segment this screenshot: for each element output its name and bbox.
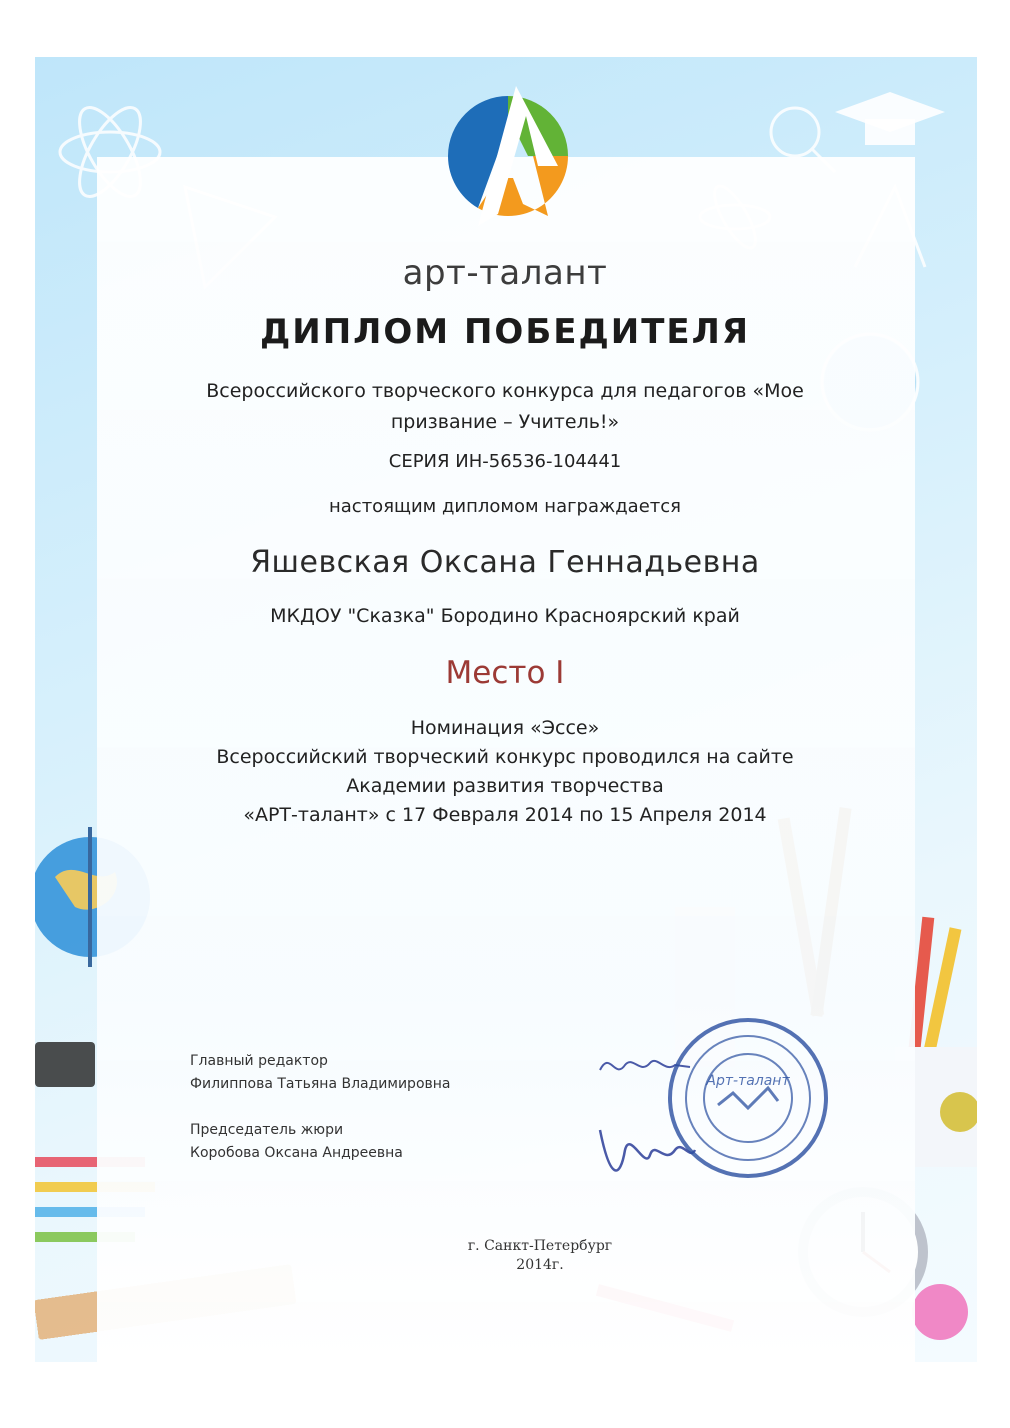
organization: МКДОУ "Сказка" Бородино Красноярский край: [270, 605, 740, 627]
year: 2014г.: [516, 1257, 564, 1273]
jury-signature-block: [190, 1119, 403, 1165]
serial-number: СЕРИЯ ИН-56536-104441: [388, 451, 622, 472]
details-line: Всероссийский творческий конкурс проводился на сайте: [216, 746, 794, 768]
contest-line: Всероссийского творческого конкурса для педагогов «Мое: [206, 380, 804, 402]
art-talant-logo-icon: [438, 86, 578, 246]
details-line: «АРТ-талант» с 17 Февраля 2014 по 15 Апреля 2014: [243, 804, 767, 826]
details-line: Номинация «Эссе»: [410, 717, 600, 739]
official-stamp-icon: [663, 1013, 833, 1183]
editor-name: Филиппова Татьяна Владимировна: [190, 1076, 451, 1092]
contest-line: призвание – Учитель!»: [390, 411, 620, 433]
place-label: Место I: [445, 655, 565, 691]
city-year: [450, 1237, 630, 1275]
editor-signature-block: [190, 1050, 451, 1096]
details-line: Академии развития творчества: [346, 775, 664, 797]
awarded-text: настоящим дипломом награждается: [329, 496, 681, 517]
diploma-title: ДИПЛОМ ПОБЕДИТЕЛЯ: [259, 312, 751, 352]
jury-name: Коробова Оксана Андреевна: [190, 1145, 403, 1161]
contest-name: [0, 376, 1010, 438]
contest-details: [0, 714, 1010, 830]
winner-name: Яшевская Оксана Геннадьевна: [250, 545, 760, 580]
jury-role: Председатель жюри: [190, 1122, 344, 1138]
stamp-text: Арт-талант: [706, 1073, 790, 1089]
brand-name: арт-талант: [402, 253, 608, 293]
editor-role: Главный редактор: [190, 1053, 328, 1069]
city: г. Санкт-Петербург: [467, 1238, 613, 1254]
